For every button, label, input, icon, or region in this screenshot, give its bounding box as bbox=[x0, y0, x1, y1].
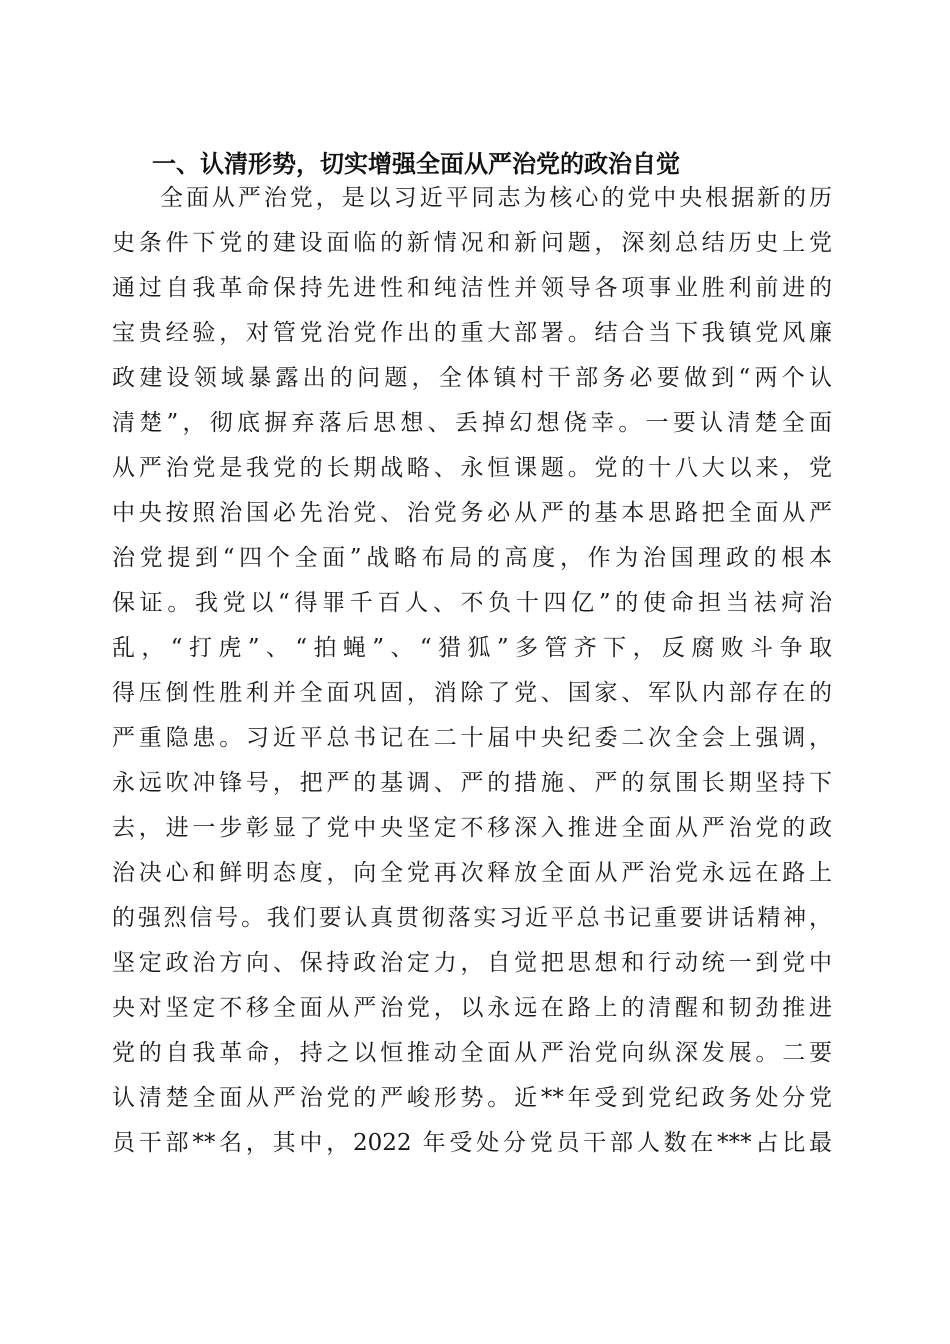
body-line: 央对坚定不移全面从严治党，以永远在路上的清醒和韧劲推进 bbox=[112, 995, 832, 1021]
body-line: 得压倒性胜利并全面巩固，消除了党、国家、军队内部存在的 bbox=[112, 680, 832, 706]
body-line: 政建设领域暴露出的问题，全体镇村干部务必要做到“两个认 bbox=[112, 365, 832, 391]
body-line: 中央按照治国必先治党、治党务必从严的基本思路把全面从严 bbox=[112, 500, 832, 526]
section-heading: 一、认清形势，切实增强全面从严治党的政治自觉 bbox=[152, 150, 680, 178]
body-line: 治决心和鲜明态度，向全党再次释放全面从严治党永远在路上 bbox=[112, 860, 832, 886]
section-body bbox=[112, 176, 832, 1166]
body-line: 坚定政治方向、保持政治定力，自觉把思想和行动统一到党中 bbox=[112, 950, 832, 976]
body-line: 保证。我党以“得罪千百人、不负十四亿”的使命担当祛疴治 bbox=[112, 590, 832, 616]
body-line: 通过自我革命保持先进性和纯洁性并领导各项事业胜利前进的 bbox=[112, 275, 832, 301]
body-line: 乱，“打虎”、“拍蝇”、“猎狐”多管齐下，反腐败斗争取 bbox=[112, 635, 832, 661]
body-line: 治党提到“四个全面”战略布局的高度，作为治国理政的根本 bbox=[112, 545, 832, 571]
body-line: 去，进一步彰显了党中央坚定不移深入推进全面从严治党的政 bbox=[112, 815, 832, 841]
body-line: 的强烈信号。我们要认真贯彻落实习近平总书记重要讲话精神， bbox=[112, 905, 832, 931]
body-line: 严重隐患。习近平总书记在二十届中央纪委二次全会上强调， bbox=[112, 725, 832, 751]
body-line: 宝贵经验，对管党治党作出的重大部署。结合当下我镇党风廉 bbox=[112, 320, 832, 346]
body-line: 员干部**名，其中，2022 年受处分党员干部人数在***占比最 bbox=[112, 1130, 832, 1156]
body-line: 清楚”，彻底摒弃落后思想、丢掉幻想侥幸。一要认清楚全面 bbox=[112, 410, 832, 436]
body-line: 认清楚全面从严治党的严峻形势。近**年受到党纪政务处分党 bbox=[112, 1085, 832, 1111]
body-line: 全面从严治党，是以习近平同志为核心的党中央根据新的历 bbox=[160, 185, 832, 211]
body-line: 从严治党是我党的长期战略、永恒课题。党的十八大以来，党 bbox=[112, 455, 832, 481]
body-line: 史条件下党的建设面临的新情况和新问题，深刻总结历史上党 bbox=[112, 230, 832, 256]
body-line: 党的自我革命，持之以恒推动全面从严治党向纵深发展。二要 bbox=[112, 1040, 832, 1066]
body-line: 永远吹冲锋号，把严的基调、严的措施、严的氛围长期坚持下 bbox=[112, 770, 832, 796]
